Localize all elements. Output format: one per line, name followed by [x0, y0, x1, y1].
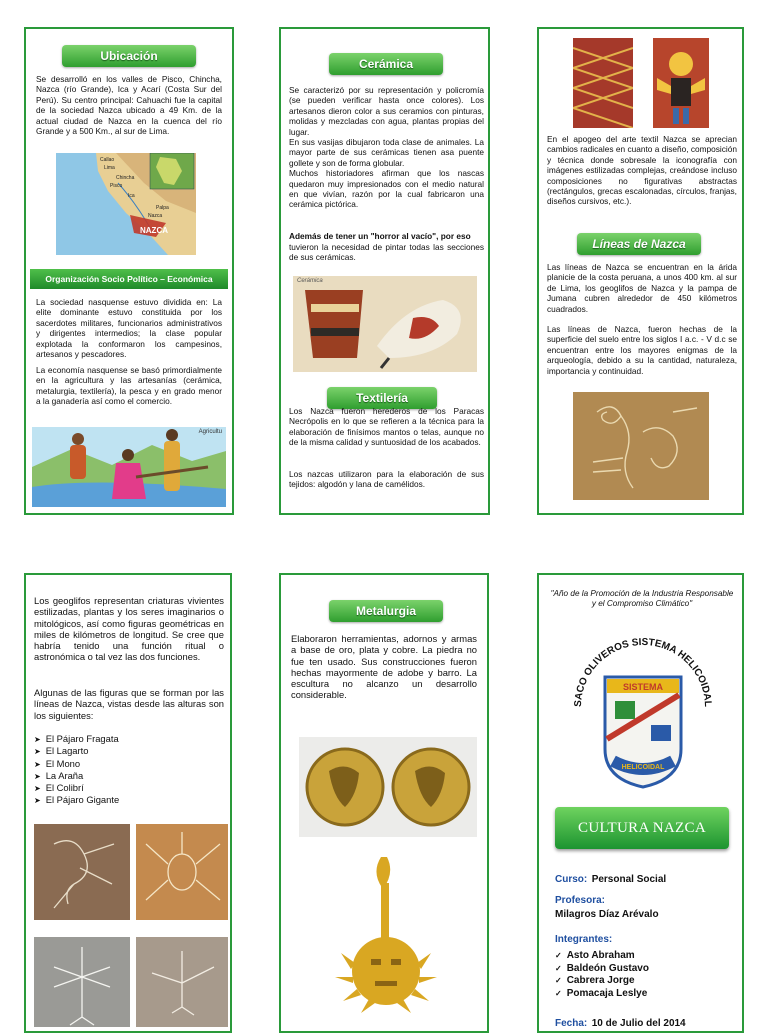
- list-item: ✓ Pomacaja Leslye: [555, 988, 649, 1001]
- school-logo: [561, 629, 725, 795]
- list-item: ✓ Cabrera Jorge: [555, 975, 649, 988]
- ubicacion-header: Ubicación: [62, 45, 196, 67]
- list-item: ➤ El Lagarto: [34, 745, 224, 757]
- textile-image-2: [653, 38, 709, 128]
- gold-mask-image: [321, 853, 451, 1031]
- agri-label: Agricultu: [198, 429, 222, 435]
- textileria-text-1: Los Nazca fueron herederos de los Paracas Necrópolis en lo que se refieren a la técnica para la elaboración de finísimos mantos o telas, aunque no de la misma calidad y suntuosidad de los acabados.: [289, 406, 484, 448]
- geoglyph-image: [573, 392, 709, 500]
- course-label: Curso:: [555, 874, 588, 885]
- geoglyph-photo-spider: [136, 824, 228, 920]
- list-item: ➤ El Pájaro Fragata: [34, 733, 224, 745]
- date-value: 10 de Julio del 2014: [591, 1018, 686, 1029]
- nazca-map: [56, 153, 196, 255]
- members-list: [555, 950, 649, 1000]
- map-label-ica: Ica: [128, 193, 135, 199]
- lineas-text-2: Las líneas de Nazca, fueron hechas de la superficie del suelo entre los siglos I a.c. - V d.c se encuentran entre los mayores enigmas de la arqueología, debido a su la cantidad, naturaleza, importancia y continuidad.: [547, 324, 737, 376]
- gold-discs-image: [299, 737, 477, 837]
- lineas-text-1: Las líneas de Nazca se encuentran en la árida planicie de la costa peruana, a unos 400 km. al sur de Lima, los geoglifos de Nazca y la pampa de Jumana cubren alrededor de 450 kilómetros cuadrados.: [547, 262, 737, 314]
- panel-ceramica: [279, 27, 490, 515]
- date-label: Fecha:: [555, 1018, 588, 1029]
- list-item: ➤ El Pájaro Gigante: [34, 794, 224, 806]
- org-text-2: La economía nasquense se basó primordialmente en la agricultura y las artesanías (cerámica, metalurgia, textilería), la pesca y en grado menor a la ganadería así como el comercio.: [36, 365, 222, 407]
- ceramica-image: [293, 276, 477, 372]
- textile-image-1: [573, 38, 633, 128]
- geoglifos-text-1: Los geoglifos representan criaturas vivientes estilizadas, plantas y los seres imaginarios o mitológicos, así como figuras geométricas en miles de kilómetros de longitud. Se cree que habría tenido una función ritual o astronómica o tal vez las dos funciones.: [34, 595, 224, 663]
- figures-list: [34, 733, 224, 807]
- map-label-nazca: Nazca: [148, 213, 163, 219]
- map-caption: NAZCA: [140, 226, 168, 235]
- list-item: ➤ La Araña: [34, 770, 224, 782]
- geoglifos-text-2: Algunas de las figuras que se forman por las líneas de Nazca, vistas desde las alturas son los siguientes:: [34, 687, 224, 721]
- shield-bottom-text: HELICOIDAL: [621, 764, 665, 771]
- org-text-1: La sociedad nasquense estuvo dividida en: La elite dominante estuvo constituida por los sacerdotes militares, funcionarios administrativos y dirigentes intermedios; la clase popular explotada la conformaron los campesinos, artesanos y pescadores.: [36, 297, 222, 360]
- teacher-label: Profesora:: [555, 895, 606, 906]
- agriculture-illustration: [32, 427, 226, 507]
- textil-text: En el apogeo del arte textil Nazca se aprecian cambios radicales en cuanto a diseño, composición y técnica donde sobresale la iconografía con imágenes estilizadas complejas, creándose incluso composiciones no figurativas abstractas (rectángulos, grecas escalonadas, círculos, franjas, diseños cursivos, etc.).: [547, 134, 737, 207]
- textileria-text-2: Los nazcas utilizaron para la elaboración de sus tejidos: algodón y lana de camélidos.: [289, 469, 484, 490]
- org-header: Organización Socio Político – Económica: [30, 269, 228, 289]
- list-item: ✓ Asto Abraham: [555, 950, 649, 963]
- lineas-header: Líneas de Nazca: [577, 233, 701, 255]
- geoglyph-photo-monkey: [34, 824, 130, 920]
- ceramica-header: Cerámica: [329, 53, 443, 75]
- motto-text: "Año de la Promoción de la Industria Responsable y el Compromiso Climático": [550, 589, 734, 609]
- geoglyph-photo-hummingbird: [34, 937, 130, 1027]
- ceramica-text-1: Se caracterizó por su representación y policromía (se pueden verificar hasta once colores). Los artesanos dieron color a sus ceramios con pinturas, molidas y mezcladas con agua, plantas propias del lugar. En sus vasijas dibujaron toda clase de animales. La mayor parte de sus cerámicas tienen asa puente gollete y son de forma globular. Muchos historiadores afirman que los nascas quedaron muy impresionados con el medio natural en que vivían, razón por la cual fabricaron una cerámica pictórica.: [289, 85, 484, 210]
- list-item: ➤ El Colibrí: [34, 782, 224, 794]
- map-label-chincha: Chincha: [116, 175, 135, 181]
- teacher-value: Milagros Díaz Arévalo: [555, 909, 659, 920]
- members-label: Integrantes:: [555, 934, 613, 945]
- school-arc-text: SACO OLIVEROS SISTEMA HELICOIDAL: [572, 636, 714, 708]
- course-line: [555, 869, 666, 887]
- list-item: ➤ El Mono: [34, 758, 224, 770]
- panel-metalurgia: [279, 573, 489, 1033]
- map-label-lima: Lima: [104, 165, 115, 171]
- ceramica-text-2: [289, 221, 484, 263]
- ubicacion-text: Se desarrolló en los valles de Pisco, Chincha, Nazca (río Grande), Ica y Acarí (Costa Sur del Perú). Su centro principal: Cahuachi fue la capital de la sociedad Nazca ubicado a 49 Km. de la actual ciudad de Nazca en la cuenca del río Grande y a 500 Km., al sur de Lima.: [36, 74, 222, 137]
- panel-ubicacion: [24, 27, 234, 515]
- panel-textil-lineas: [537, 27, 744, 515]
- map-label-callao: Callao: [100, 157, 115, 163]
- map-label-palpa: Palpa: [156, 205, 169, 211]
- metalurgia-text: Elaboraron herramientas, adornos y armas a base de oro, plata y cobre. La piedra no fue ten usado. Sus construcciones fueron hechas mayormente de adobe y barro. La escultura no alcanzo un desarrollo considerable.: [291, 633, 477, 701]
- geoglyph-photo-bird: [136, 937, 228, 1027]
- list-item: ✓ Baldeón Gustavo: [555, 963, 649, 976]
- ceramica-text-2-rest: tuvieron la necesidad de pintar todas las secciones de sus cerámicas.: [289, 241, 484, 263]
- shield-top-text: SISTEMA: [622, 682, 664, 692]
- metalurgia-header: Metalurgia: [329, 600, 443, 622]
- ceramica-text-2-bold: Además de tener un "horror al vacío", por eso: [289, 231, 471, 242]
- cover-title-banner: [555, 807, 729, 849]
- course-value: Personal Social: [591, 874, 667, 885]
- map-label-pisco: Pisco: [110, 183, 123, 189]
- ceramica-image-label: Cerámica: [297, 278, 323, 284]
- panel-cover: [537, 573, 744, 1033]
- panel-geoglifos: [24, 573, 232, 1033]
- cover-title: CULTURA NAZCA: [578, 819, 706, 836]
- date-line: [555, 1013, 686, 1031]
- textileria-header: Textilería: [327, 387, 437, 409]
